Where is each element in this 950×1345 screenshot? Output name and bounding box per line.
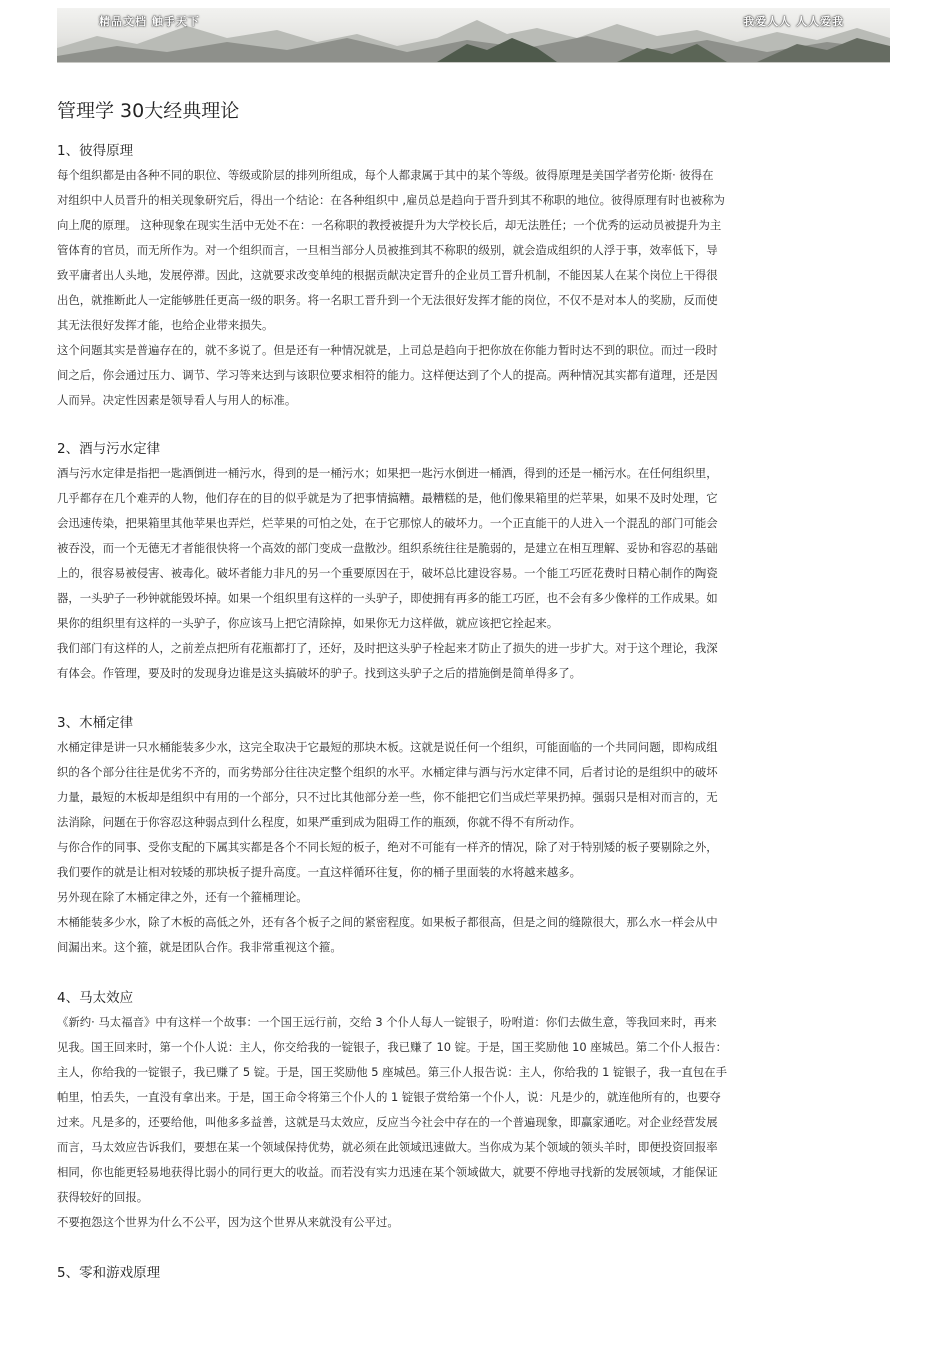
banner-right-text: 我爱人人 人人爱我 [743,15,844,28]
paragraph-line: 木桶能装多少水，除了木板的高低之外，还有各个板子之间的紧密程度。如果板子都很高，但是之间的缝隙很大，那么水一样会从中 [57,915,718,929]
paragraph-line: 获得较好的回报。 [57,1190,149,1204]
paragraph-line: 过来。凡是多的，还要给他，叫他多多益善，这就是马太效应，反应当今社会中存在的一个普遍现象，即赢家通吃。对企业经营发展 [57,1115,718,1129]
section-heading: 5、零和游戏原理 [57,1265,161,1281]
section-matthew-effect [57,987,887,1235]
paragraph-line: 我们要作的就是让相对较矮的那块板子提升高度。一直这样循环往复，你的桶子里面装的水将越来越多。 [57,865,581,879]
paragraph-line: 管体育的官员，而无所作为。对一个组织而言，一旦相当部分人员被推到其不称职的级别，就会造成组织的人浮于事，效率低下，导 [57,243,718,257]
paragraph-line: 人而异。决定性因素是领导看人与用人的标准。 [57,393,297,407]
paragraph-line: 向上爬的原理。 这种现象在现实生活中无处不在：一名称职的教授被提升为大学校长后，却无法胜任；一个优秀的运动员被提升为主 [57,218,722,232]
section-heading: 3、木桶定律 [57,715,134,731]
section-heading: 4、马太效应 [57,990,134,1006]
section-wine-sewage-law [57,438,887,686]
page-title: 管理学 30大经典理论 [57,100,240,122]
section-heading: 1、彼得原理 [57,143,134,159]
paragraph-line: 织的各个部分往往是优劣不齐的，而劣势部分往往决定整个组织的水平。水桶定律与酒与污水定律不同，后者讨论的是组织中的破坏 [57,765,718,779]
paragraph-line: 与你合作的同事、受你支配的下属其实都是各个不同长短的板子，绝对不可能有一样齐的情况，除了对于特别矮的板子要剔除之外， [57,840,718,854]
paragraph-line: 不要抱怨这个世界为什么不公平，因为这个世界从来就没有公平过。 [57,1215,399,1229]
paragraph-line: 法消除，问题在于你容忍这种弱点到什么程度，如果严重到成为阻碍工作的瓶颈，你就不得不有所动作。 [57,815,581,829]
section-barrel-law [57,712,887,960]
paragraph-line: 而言，马太效应告诉我们，要想在某一个领域保持优势，就必须在此领域迅速做大。当你成为某个领域的领头羊时，即便投资回报率 [57,1140,718,1154]
header-banner [57,8,890,63]
paragraph-line: 间漏出来。这个箍，就是团队合作。我非常重视这个箍。 [57,940,342,954]
paragraph-line: 每个组织都是由各种不同的职位、等级或阶层的排列所组成，每个人都隶属于其中的某个等级。彼得原理是美国学者劳伦斯· 彼得在 [57,168,714,182]
banner-left-text: 精品文档 触手天下 [99,15,200,28]
paragraph-line: 有体会。作管理，要及时的发现身边谁是这头搞破坏的驴子。找到这头驴子之后的措施倒是简单得多了。 [57,666,581,680]
paragraph-line: 器，一头驴子一秒钟就能毁坏掉。如果一个组织里有这样的一头驴子，即使拥有再多的能工巧匠，也不会有多少像样的工作成果。如 [57,591,718,605]
paragraph-line: 《新约· 马太福音》中有这样一个故事：一个国王远行前，交给 3 个仆人每人一锭银子，吩咐道：你们去做生意，等我回来时，再来 [57,1015,717,1029]
paragraph-line: 被吞没，而一个无德无才者能很快将一个高效的部门变成一盘散沙。组织系统往往是脆弱的，是建立在相互理解、妥协和容忍的基础 [57,541,718,555]
paragraph-line: 这个问题其实是普遍存在的，就不多说了。但是还有一种情况就是，上司总是趋向于把你放在你能力暂时达不到的职位。而过一段时 [57,343,718,357]
section-heading: 2、酒与污水定律 [57,441,161,457]
paragraph-line: 对组织中人员晋升的相关现象研究后，得出一个结论：在各种组织中 ,雇员总是趋向于晋升到其不称职的地位。彼得原理有时也被称为 [57,193,725,207]
section-peter-principle [57,140,887,413]
paragraph-line: 出色，就推断此人一定能够胜任更高一级的职务。将一名职工晋升到一个无法很好发挥才能的岗位，不仅不是对本人的奖励，反而使 [57,293,718,307]
section-zero-sum-game [57,1262,887,1285]
paragraph-line: 其无法很好发挥才能，也给企业带来损失。 [57,318,274,332]
paragraph-line: 力量，最短的木板却是组织中有用的一个部分，只不过比其他部分差一些，你不能把它们当成烂苹果扔掉。强弱只是相对而言的，无 [57,790,718,804]
paragraph-line: 另外现在除了木桶定律之外，还有一个箍桶理论。 [57,890,308,904]
paragraph-line: 果你的组织里有这样的一头驴子，你应该马上把它清除掉，如果你无力这样做，就应该把它拴起来。 [57,616,559,630]
paragraph-line: 相同，你也能更轻易地获得比弱小的同行更大的收益。而若没有实力迅速在某个领域做大，就要不停地寻找新的发展领域，才能保证 [57,1165,718,1179]
paragraph-line: 致平庸者出人头地，发展停滞。因此，这就要求改变单纯的根据贡献决定晋升的企业员工晋升机制，不能因某人在某个岗位上干得很 [57,268,718,282]
paragraph-line: 酒与污水定律是指把一匙酒倒进一桶污水，得到的是一桶污水；如果把一匙污水倒进一桶酒，得到的还是一桶污水。在任何组织里， [57,466,718,480]
paragraph-line: 几乎都存在几个难弄的人物，他们存在的目的似乎就是为了把事情搞糟。最糟糕的是，他们像果箱里的烂苹果，如果不及时处理，它 [57,491,718,505]
paragraph-line: 会迅速传染，把果箱里其他苹果也弄烂，烂苹果的可怕之处，在于它那惊人的破坏力。一个正直能干的人进入一个混乱的部门可能会 [57,516,718,530]
paragraph-line: 我们部门有这样的人，之前差点把所有花瓶都打了，还好，及时把这头驴子栓起来才防止了损失的进一步扩大。对于这个理论，我深 [57,641,718,655]
paragraph-line: 上的，很容易被侵害、被毒化。破坏者能力非凡的另一个重要原因在于，破坏总比建设容易。一个能工巧匠花费时日精心制作的陶瓷 [57,566,718,580]
paragraph-line: 间之后，你会通过压力、调节、学习等来达到与该职位要求相符的能力。这样便达到了个人的提高。两种情况其实都有道理，还是因 [57,368,718,382]
paragraph-line: 水桶定律是讲一只水桶能装多少水，这完全取决于它最短的那块木板。这就是说任何一个组织，可能面临的一个共同问题，即构成组 [57,740,718,754]
paragraph-line: 主人，你给我的一锭银子，我已赚了 5 锭。于是，国王奖励他 5 座城邑。第三仆人报告说：主人，你给我的 1 锭银子，我一直包在手 [57,1065,727,1079]
paragraph-line: 见我。国王回来时，第一个仆人说：主人，你交给我的一锭银子，我已赚了 10 锭。于是，国王奖励他 10 座城邑。第二个仆人报告： [57,1040,727,1054]
paragraph-line: 帕里，怕丢失，一直没有拿出来。于是，国王命令将第三个仆人的 1 锭银子赏给第一个仆人，说：凡是少的，就连他所有的，也要夺 [57,1090,721,1104]
